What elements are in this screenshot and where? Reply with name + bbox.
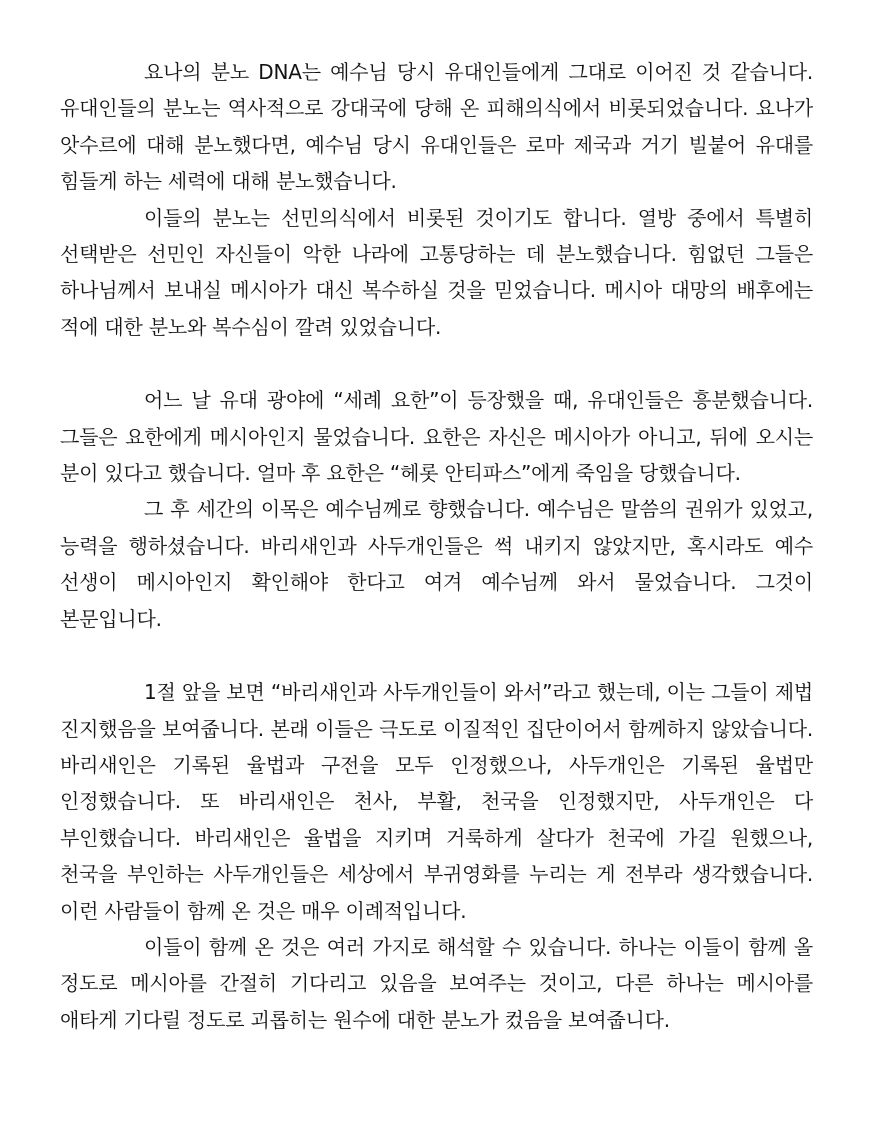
paragraph-3: 어느 날 유대 광야에 “세례 요한”이 등장했을 때, 유대인들은 흥분했습니다. 그들은 요한에게 메시아인지 물었습니다. 요한은 자신은 메시아가 아니고, 뒤에 오시는 분이 있다고 했습니다. 얼마 후 요한은 “헤롯 안티파스”에게 죽임을 당했습니다. bbox=[60, 388, 813, 486]
paragraph-4: 그 후 세간의 이목은 예수님께로 향했습니다. 예수님은 말씀의 권위가 있었고, 능력을 행하셨습니다. 바리새인과 사두개인들은 썩 내키지 않았지만, 혹시라도 예수 선생이 메시아인지 확인해야 한다고 여겨 예수님께 와서 물었습니다. 그것이 본문입니다. bbox=[60, 497, 813, 631]
paragraph-1: 요나의 분노 DNA는 예수님 당시 유대인들에게 그대로 이어진 것 같습니다. 유대인들의 분노는 역사적으로 강대국에 당해 온 피해의식에서 비롯되었습니다. 요나가 앗수르에 대해 분노했다면, 예수님 당시 유대인들은 로마 제국과 거기 빌붙어 유대를 힘들게 하는 세력에 대해 분노했습니다. bbox=[60, 60, 813, 194]
paragraph-gap bbox=[60, 345, 813, 382]
document-body bbox=[60, 54, 813, 1038]
paragraph-6: 이들이 함께 온 것은 여러 가지로 해석할 수 있습니다. 하나는 이들이 함께 올 정도로 메시아를 간절히 기다리고 있음을 보여주는 것이고, 다른 하나는 메시아를 애타게 기다릴 정도로 괴롭히는 원수에 대한 분노가 컸음을 보여줍니다. bbox=[60, 934, 813, 1032]
paragraph-2: 이들의 분노는 선민의식에서 비롯된 것이기도 합니다. 열방 중에서 특별히 선택받은 선민인 자신들이 악한 나라에 고통당하는 데 분노했습니다. 힘없던 그들은 하나님께서 보내실 메시아가 대신 복수하실 것을 믿었습니다. 메시아 대망의 배후에는 적에 대한 분노와 복수심이 깔려 있었습니다. bbox=[60, 205, 813, 339]
paragraph-gap bbox=[60, 637, 813, 674]
paragraph-5: 1절 앞을 보면 “바리새인과 사두개인들이 와서”라고 했는데, 이는 그들이 제법 진지했음을 보여줍니다. 본래 이들은 극도로 이질적인 집단이어서 함께하지 않았습니다. 바리새인은 기록된 율법과 구전을 모두 인정했으나, 사두개인은 기록된 율법만 인정했습니다. 또 바리새인은 천사, 부활, 천국을 인정했지만, 사두개인은 다 부인했습니다. 바리새인은 율법을 지키며 거룩하게 살다가 천국에 가길 원했으나, 천국을 부인하는 사두개인들은 세상에서 부귀영화를 누리는 게 전부라 생각했습니다. 이런 사람들이 함께 온 것은 매우 이례적입니다. bbox=[60, 680, 813, 923]
